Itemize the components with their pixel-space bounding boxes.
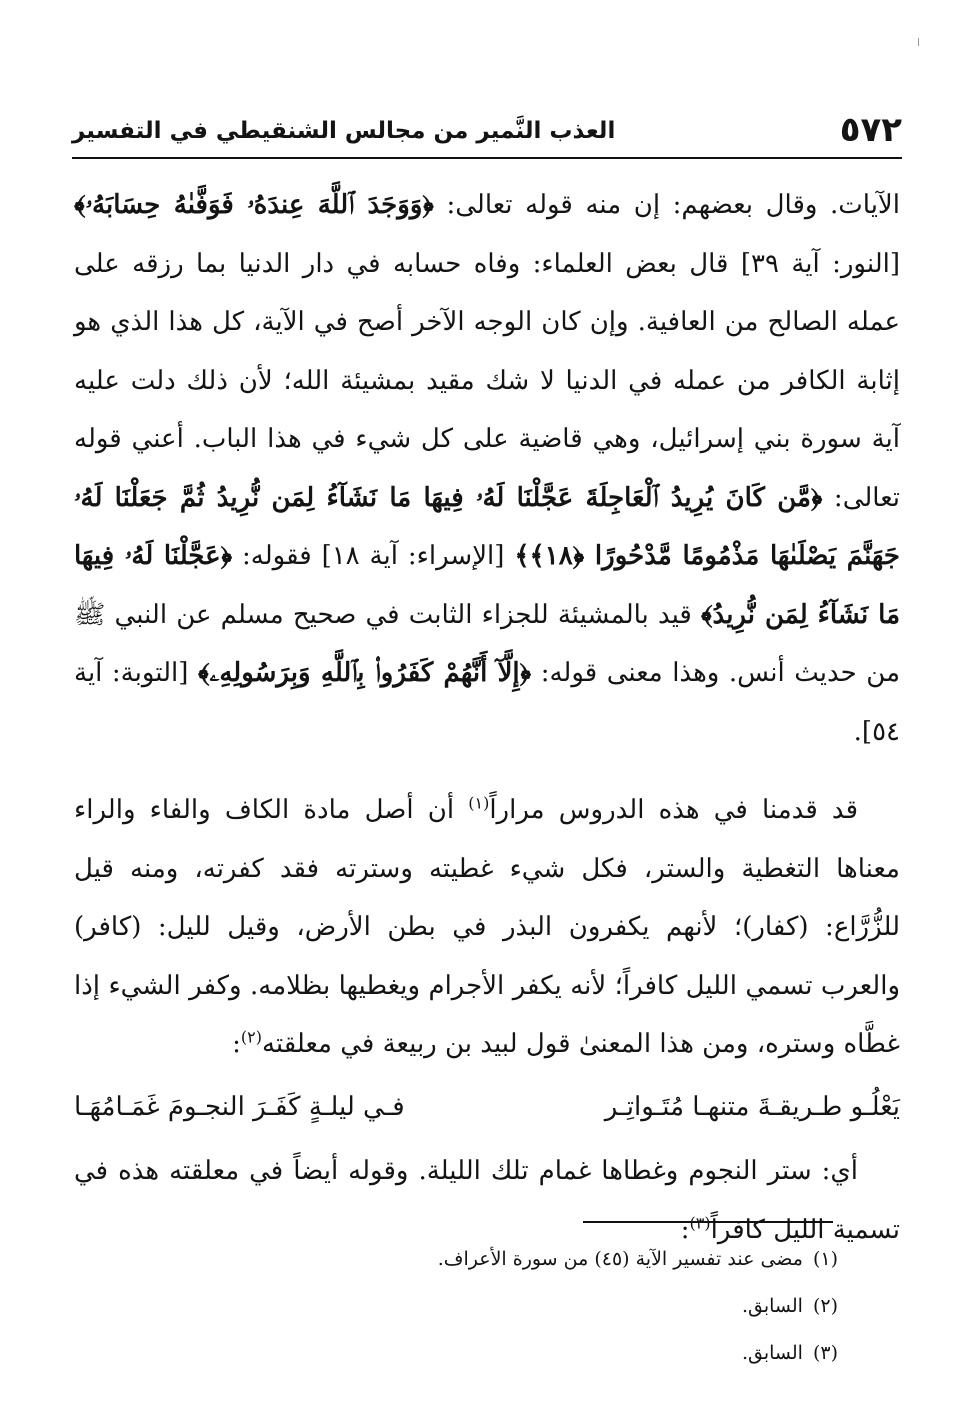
quran-quote-4: ﴿إِلَّآ أَنَّهُمْ كَفَرُوا۟ بِٱللَّهِ وَبِرَسُولِهِۦ﴾ <box>197 658 532 688</box>
footnote-text: مضى عند تفسير الآية (٤٥) من سورة الأعراف. <box>437 1248 803 1270</box>
paragraph-1-text-4: قيد بالمشيئة للجزاء الثابت في صحيح مسلم عن النبي ﷺ من حديث أنس. وهذا معنى قوله: <box>74 599 900 688</box>
paragraph-1 <box>74 176 900 761</box>
footnote-ref-3[interactable]: (٣) <box>689 1212 711 1232</box>
quran-quote-1: ﴿وَوَجَدَ ٱللَّهَ عِندَهُۥ فَوَفَّىٰهُ حِسَابَهُۥ﴾ <box>74 190 434 220</box>
verse-first-hemistich: يَعْلُـو طـريقـةَ متنهـا مُتَـواتِـر <box>604 1091 900 1122</box>
footnotes <box>80 1236 838 1377</box>
paragraph-1-text-5: [التوبة: آية ٥٤]. <box>74 658 900 747</box>
paragraph-2-text-1: قد قدمنا في هذه الدروس مراراً <box>489 795 858 825</box>
footnote-text: السابق. <box>741 1342 803 1364</box>
quran-quote-3: ﴿عَجَّلْنَا لَهُۥ فِيهَا مَا نَشَآءُ لِمَن نُّرِيدُ﴾ <box>74 541 901 630</box>
footnote-ref-1[interactable]: (١) <box>468 793 490 813</box>
footnote-number: (١) <box>812 1248 838 1270</box>
quran-quote-2: ﴿مَّن كَانَ يُرِيدُ ٱلْعَاجِلَةَ عَجَّلْنَا لَهُۥ فِيهَا مَا نَشَآءُ لِمَن نُّرِيدُ ثُمَّ جَعَلْنَا لَهُۥ جَهَنَّمَ يَصْلَىٰهَا مَذْمُومًا مَّدْحُورًا ﴿١٨﴾﴾ <box>74 482 900 571</box>
footnote-item <box>80 1283 838 1330</box>
verse-second-hemistich: فـي ليلـةٍ كَفَـرَ النجـومَ غَمَـامُهَـا <box>74 1091 405 1122</box>
footnote-item <box>80 1330 838 1377</box>
page-number: ٥٧٢ <box>839 110 902 150</box>
page-header <box>72 108 902 156</box>
paragraph-1-text-1: الآيات. وقال بعضهم: إن منه قوله تعالى: <box>433 190 900 220</box>
footnote-ref-2[interactable]: (٢) <box>240 1027 262 1047</box>
paragraph-2-text-2: أن أصل مادة الكاف والفاء والراء معناها التغطية والستر، فكل شيء غطيته وسترته فقد كفرته، ومنه قيل للزُّرَّاع: (كفار)؛ لأنهم يكفرون البذر في بطن الأرض، وقيل لليل: (كافر) والعرب تسمي الليل كافراً؛ لأنه يكفر الأجرام ويغطيها بظلامه. وكفر الشيء إذا غطَّاه وستره، ومن هذا المعنىٰ قول لبيد بن ربيعة في معلقته <box>74 795 900 1059</box>
footnote-number: (٣) <box>812 1342 838 1364</box>
paragraph-1-text-2: [النور: آية ٣٩] قال بعض العلماء: وفاه حسابه في دار الدنيا بما رزقه على عمله الصالح من العافية. وإن كان الوجه الآخر أصح في الآية، كل هذا الذي هو إثابة الكافر من عمله في الدنيا لا شك مقيد بمشيئة الله؛ لأن ذلك دلت عليه آية سورة بني إسرائيل، وهي قاضية على كل شيء في هذا الباب. أعني قوله تعالى: <box>74 248 900 513</box>
footnote-text: السابق. <box>741 1295 803 1317</box>
footnote-separator <box>583 1221 833 1223</box>
footnote-number: (٢) <box>812 1295 838 1317</box>
main-text <box>74 176 900 1259</box>
paragraph-3-text-2: : <box>680 1214 690 1245</box>
paragraph-1-text-3: [الإسراء: آية ١٨] فقوله: <box>232 541 515 571</box>
footnote-item <box>80 1236 838 1283</box>
paragraph-3-text-1: أي: ستر النجوم وغطاها غمام تلك الليلة. وقوله أيضاً في معلقته هذه في تسمية الليل كافراً <box>74 1156 900 1245</box>
header-rule <box>72 157 902 159</box>
running-title: العذب النَّمير من مجالس الشنقيطي في التفسير <box>72 118 616 144</box>
page-edge-mark <box>918 38 919 46</box>
paragraph-2-text-3: : <box>232 1029 241 1059</box>
paragraph-2 <box>74 781 900 1074</box>
poetry-verse <box>74 1078 900 1137</box>
